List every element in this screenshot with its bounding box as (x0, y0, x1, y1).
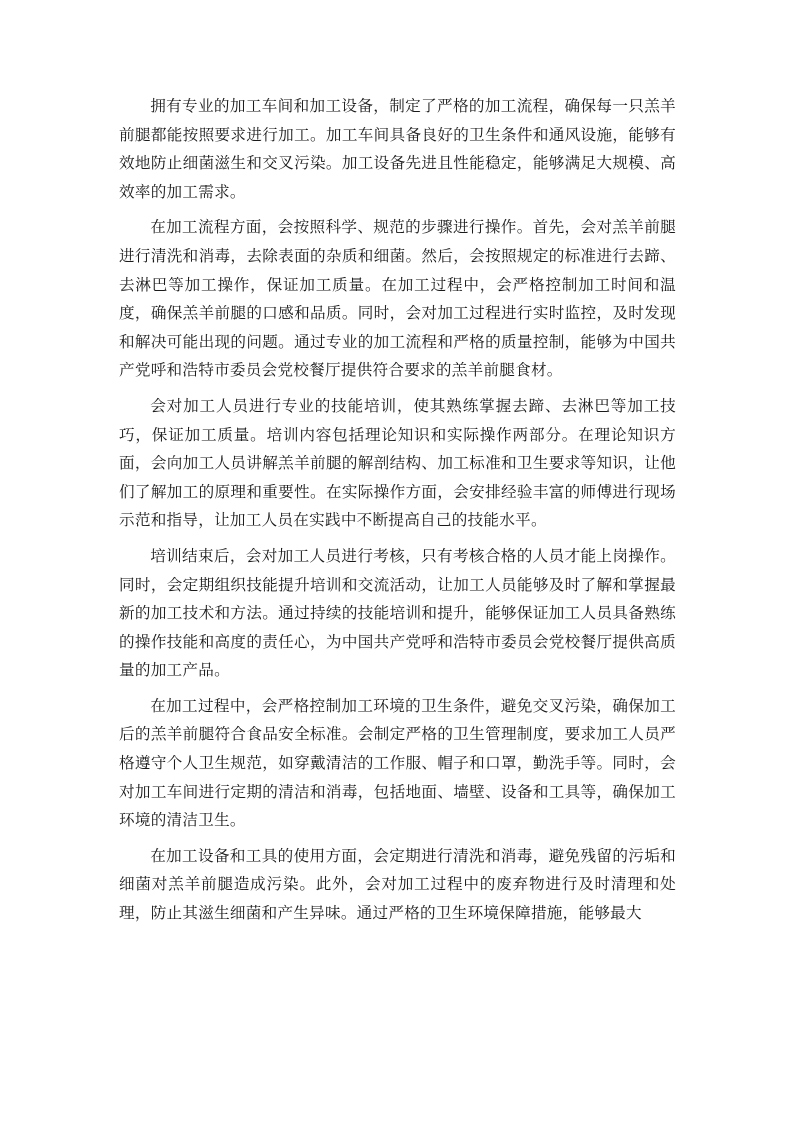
paragraph-1: 拥有专业的加工车间和加工设备，制定了严格的加工流程，确保每一只羔羊前腿都能按照要求进行加工。加工车间具备良好的卫生条件和通风设施，能够有效地防止细菌滋生和交叉污染。加工设备先进且性能稳定，能够满足大规模、高效率的加工需求。 (119, 97, 676, 201)
paragraph-2: 在加工流程方面，会按照科学、规范的步骤进行操作。首先，会对羔羊前腿进行清洗和消毒，去除表面的杂质和细菌。然后，会按照规定的标准进行去蹄、去淋巴等加工操作，保证加工质量。在加工过程中，会严格控制加工时间和温度，确保羔羊前腿的口感和品质。同时，会对加工过程进行实时监控，及时发现和解决可能出现的问题。通过专业的加工流程和严格的质量控制，能够为中国共产党呼和浩特市委员会党校餐厅提供符合要求的羔羊前腿食材。 (119, 218, 676, 380)
paragraph-4: 培训结束后，会对加工人员进行考核，只有考核合格的人员才能上岗操作。同时，会定期组织技能提升培训和交流活动，让加工人员能够及时了解和掌握最新的加工技术和方法。通过持续的技能培训和提升，能够保证加工人员具备熟练的操作技能和高度的责任心，为中国共产党呼和浩特市委员会党校餐厅提供高质量的加工产品。 (119, 546, 676, 680)
document-body (119, 92, 676, 935)
paragraph-5: 在加工过程中，会严格控制加工环境的卫生条件，避免交叉污染，确保加工后的羔羊前腿符合食品安全标准。会制定严格的卫生管理制度，要求加工人员严格遵守个人卫生规范，如穿戴清洁的工作服、帽子和口罩，勤洗手等。同时，会对加工车间进行定期的清洁和消毒，包括地面、墙壁、设备和工具等，确保加工环境的清洁卫生。 (119, 696, 676, 830)
paragraph-3: 会对加工人员进行专业的技能培训，使其熟练掌握去蹄、去淋巴等加工技巧，保证加工质量。培训内容包括理论知识和实际操作两部分。在理论知识方面，会向加工人员讲解羔羊前腿的解剖结构、加工标准和卫生要求等知识，让他们了解加工的原理和重要性。在实际操作方面，会安排经验丰富的师傅进行现场示范和指导，让加工人员在实践中不断提高自己的技能水平。 (119, 396, 676, 530)
paragraph-6: 在加工设备和工具的使用方面，会定期进行清洗和消毒，避免残留的污垢和细菌对羔羊前腿造成污染。此外，会对加工过程中的废弃物进行及时清理和处理，防止其滋生细菌和产生异味。通过严格的卫生环境保障措施，能够最大 (119, 846, 676, 923)
